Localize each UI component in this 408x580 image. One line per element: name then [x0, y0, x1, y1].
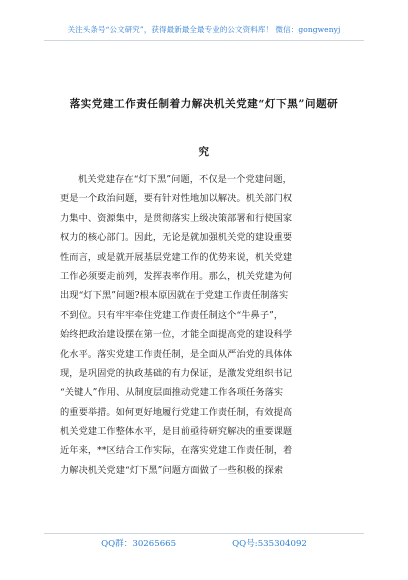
document-title-line-2: 究 [198, 146, 210, 158]
body-line: 的重要举措。如何更好地履行党建工作责任制，有效提高 [60, 406, 293, 418]
body-line: 力集中、资源集中，是贯彻落实上级决策部署和行使国家 [60, 212, 293, 224]
body-line: 机关党建工作整体水平，是目前亟待研究解决的重要课题 [60, 426, 293, 438]
body-line: 机关党建存在“灯下黑”问题，不仅是一个党建问题， [78, 174, 292, 185]
body-line: 更是一个政治问题，要有针对性地加以解决。机关部门权 [60, 193, 293, 205]
body-line: 力解决机关党建“灯下黑”问题方面做了一些积极的探索 [60, 464, 284, 476]
header-divider [44, 40, 364, 41]
header-promo-note: 关注头条号“公文研究”，获得最新最全最专业的公文资料库！ 微信：gongwenyj [67, 25, 341, 34]
body-line: 出现“灯下黑”问题?根本原因就在于党建工作责任制落实 [60, 290, 289, 302]
footer-divider [44, 533, 364, 534]
footer-qq-group: QQ群：30265665 [101, 539, 177, 549]
body-line: 权力的核心部门。因此，无论是就加强机关党的建设重要 [60, 232, 293, 244]
body-line: 近年来，**区结合工作实际，在落实党建工作责任制，着 [60, 445, 293, 457]
body-line: 始终把政治建设摆在第一位，才能全面提高党的建设科学 [60, 329, 293, 341]
body-line: 工作必须要走前列，发挥表率作用。那么，机关党建为何 [60, 270, 293, 282]
footer-qq-number: QQ号:535304092 [232, 539, 307, 549]
body-line: 不到位。只有牢牢牵住党建工作责任制这个“牛鼻子”， [60, 309, 284, 321]
body-line: “关键人”作用、从制度层面推动党建工作各项任务落实 [60, 387, 284, 399]
body-line: 性而言，或是就开展基层党建工作的优势来说，机关党建 [60, 251, 293, 263]
footer-contact [0, 537, 408, 549]
body-line: 化水平。落实党建工作责任制，是全面从严治党的具体体 [60, 348, 293, 360]
body-line: 现，是巩固党的执政基础的有力保证，是激发党组织书记 [60, 367, 293, 379]
document-title-line-1: 落实党建工作责任制着力解决机关党建“灯下黑”问题研 [69, 98, 339, 110]
document-body [60, 170, 348, 480]
